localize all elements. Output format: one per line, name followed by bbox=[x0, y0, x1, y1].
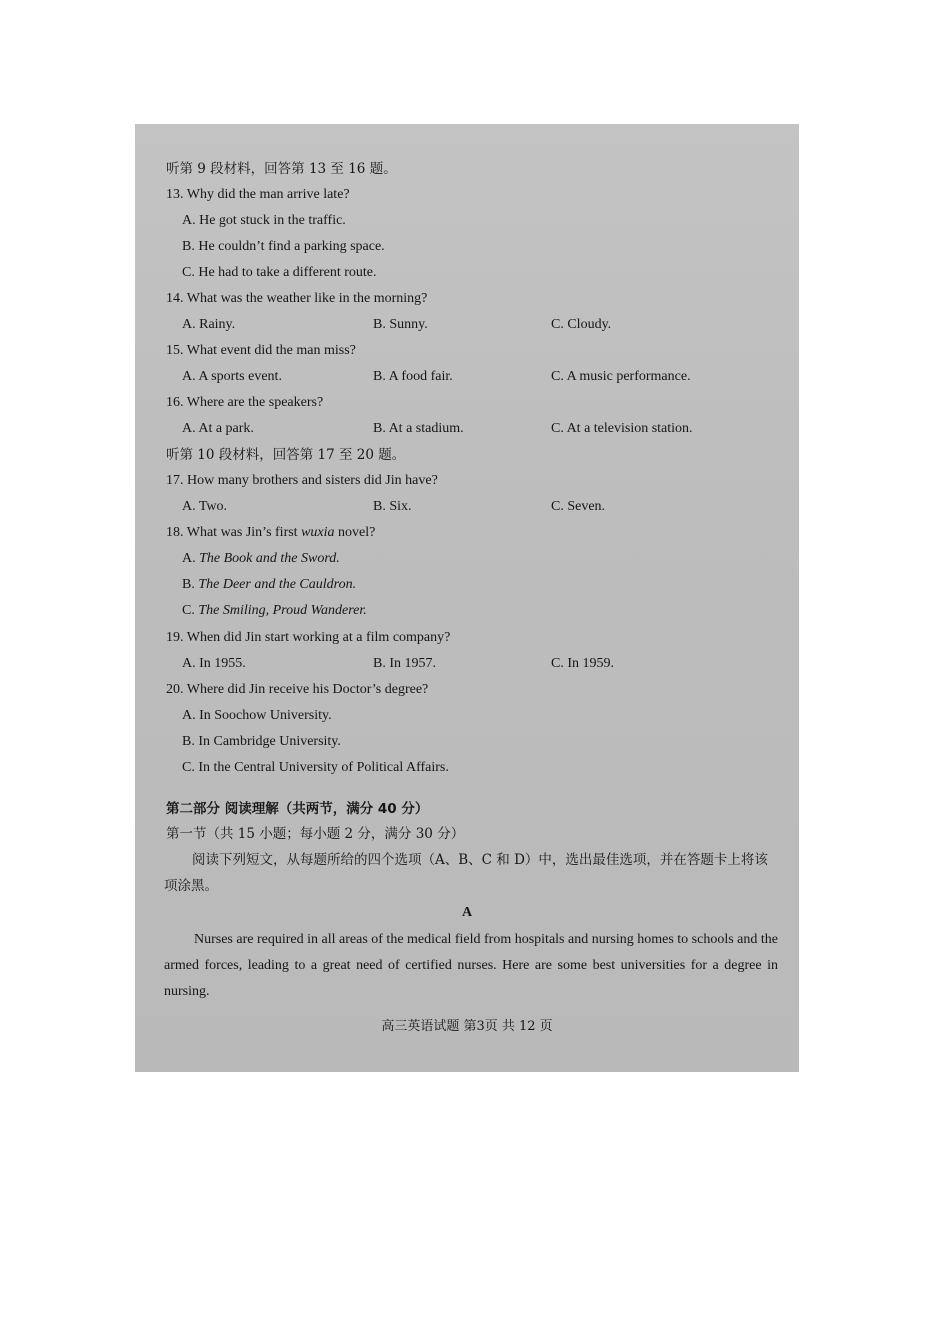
option: C. The Smiling, Proud Wanderer. bbox=[182, 603, 367, 618]
option: A. In 1955. bbox=[182, 656, 246, 671]
question-stem: 19. When did Jin start working at a film company? bbox=[166, 630, 451, 645]
option: C. A music performance. bbox=[551, 369, 691, 384]
question-stem: 15. What event did the man miss? bbox=[166, 343, 356, 358]
option: B. At a stadium. bbox=[373, 421, 464, 436]
group-heading: 听第 9 段材料，回答第 13 至 16 题。 bbox=[166, 161, 397, 177]
option: B. A food fair. bbox=[373, 369, 453, 384]
option: B. Sunny. bbox=[373, 317, 428, 332]
option: A. He got stuck in the traffic. bbox=[182, 213, 346, 228]
instructions: 阅读下列短文，从每题所给的四个选项（A、B、C 和 D）中，选出最佳选项，并在答题卡上将该项涂黑。 bbox=[164, 852, 768, 894]
option: B. In 1957. bbox=[373, 656, 436, 671]
question-stem: 18. What was Jin’s first wuxia novel? bbox=[166, 525, 376, 540]
option: C. Cloudy. bbox=[551, 317, 612, 332]
question-stem: 20. Where did Jin receive his Doctor’s degree? bbox=[166, 682, 429, 697]
option: B. The Deer and the Cauldron. bbox=[182, 577, 357, 592]
question-stem: 16. Where are the speakers? bbox=[166, 395, 324, 410]
option: C. In 1959. bbox=[551, 656, 614, 671]
scanned-page bbox=[135, 124, 799, 1072]
passage-text: Nurses are required in all areas of the medical field from hospitals and nursing homes to schools and the armed forces, leading to a great need of certified nurses. Here are some best universities for a degree in nursing. bbox=[164, 932, 778, 999]
question-stem: 13. Why did the man arrive late? bbox=[166, 187, 350, 202]
page-footer: 高三英语试题 第3页 共 12 页 bbox=[381, 1019, 553, 1034]
option: A. Rainy. bbox=[182, 317, 236, 332]
option: A. The Book and the Sword. bbox=[182, 551, 340, 566]
option: A. A sports event. bbox=[182, 369, 282, 384]
question-stem: 14. What was the weather like in the morning? bbox=[166, 291, 428, 306]
option: C. He had to take a different route. bbox=[182, 265, 377, 280]
option: B. In Cambridge University. bbox=[182, 734, 341, 749]
option: B. Six. bbox=[373, 499, 412, 514]
passage-label: A bbox=[461, 905, 473, 920]
option: A. Two. bbox=[182, 499, 228, 514]
option: C. In the Central University of Political Affairs. bbox=[182, 760, 449, 775]
novel-genre-term: wuxia bbox=[301, 525, 335, 540]
option: A. In Soochow University. bbox=[182, 708, 332, 723]
group-heading: 听第 10 段材料，回答第 17 至 20 题。 bbox=[166, 447, 406, 463]
part-title: 第二部分 阅读理解（共两节，满分 40 分） bbox=[166, 801, 429, 817]
option: A. At a park. bbox=[182, 421, 254, 436]
option: C. At a television station. bbox=[551, 421, 693, 436]
section-title: 第一节（共 15 小题；每小题 2 分，满分 30 分） bbox=[166, 826, 465, 842]
option: B. He couldn’t find a parking space. bbox=[182, 239, 385, 254]
option: C. Seven. bbox=[551, 499, 606, 514]
question-stem: 17. How many brothers and sisters did Jin have? bbox=[166, 473, 438, 488]
